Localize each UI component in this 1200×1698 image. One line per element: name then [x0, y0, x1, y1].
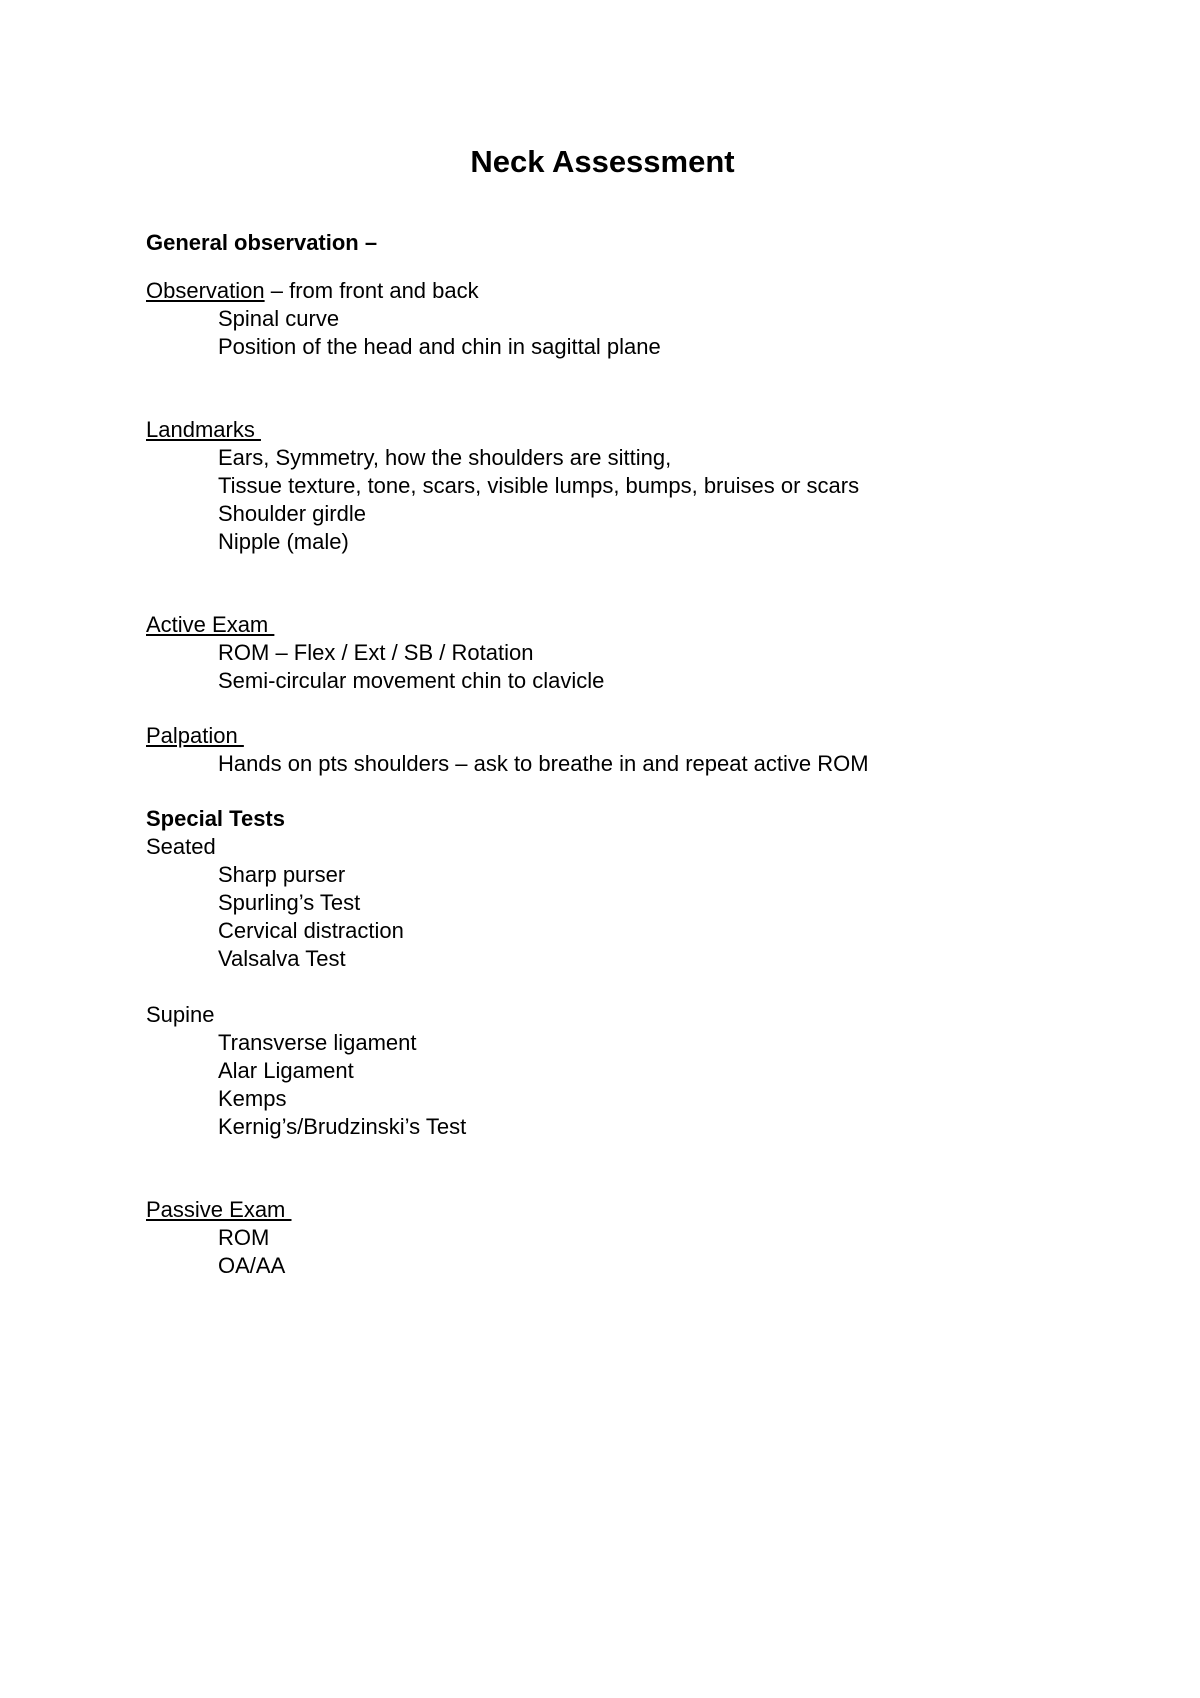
supine-test-item: Transverse ligament — [218, 1030, 417, 1055]
active-exam-heading: Active Exam — [146, 612, 275, 637]
active-exam-item: ROM – Flex / Ext / SB / Rotation — [218, 640, 534, 665]
observation-suffix: – from front and back — [264, 278, 479, 303]
supine-label: Supine — [146, 1002, 215, 1027]
observation-item: Position of the head and chin in sagittal plane — [218, 334, 661, 359]
passive-exam-item: ROM — [218, 1225, 270, 1250]
special-tests-heading: Special Tests — [146, 806, 285, 831]
landmarks-item: Nipple (male) — [218, 529, 349, 554]
active-exam-item: Semi-circular movement chin to clavicle — [218, 668, 605, 693]
passive-exam-heading: Passive Exam — [146, 1197, 292, 1222]
landmarks-item: Tissue texture, tone, scars, visible lumps, bumps, bruises or scars — [218, 473, 860, 498]
seated-test-item: Spurling’s Test — [218, 890, 361, 915]
page-title: Neck Assessment — [470, 144, 735, 179]
observation-line — [146, 277, 479, 305]
palpation-item: Hands on pts shoulders – ask to breathe in and repeat active ROM — [218, 751, 869, 776]
landmarks-item: Ears, Symmetry, how the shoulders are sitting, — [218, 445, 672, 470]
seated-test-item: Sharp purser — [218, 862, 346, 887]
passive-exam-item: OA/AA — [218, 1253, 286, 1278]
seated-test-item: Cervical distraction — [218, 918, 404, 943]
landmarks-heading: Landmarks — [146, 417, 261, 442]
general-observation-heading: General observation – — [146, 230, 378, 255]
observation-heading: Observation — [146, 278, 265, 303]
supine-test-item: Alar Ligament — [218, 1058, 354, 1083]
supine-test-item: Kernig’s/Brudzinski’s Test — [218, 1114, 467, 1139]
landmarks-item: Shoulder girdle — [218, 501, 366, 526]
observation-item: Spinal curve — [218, 306, 340, 331]
palpation-heading: Palpation — [146, 723, 244, 748]
seated-label: Seated — [146, 834, 216, 859]
seated-test-item: Valsalva Test — [218, 946, 346, 971]
supine-test-item: Kemps — [218, 1086, 287, 1111]
